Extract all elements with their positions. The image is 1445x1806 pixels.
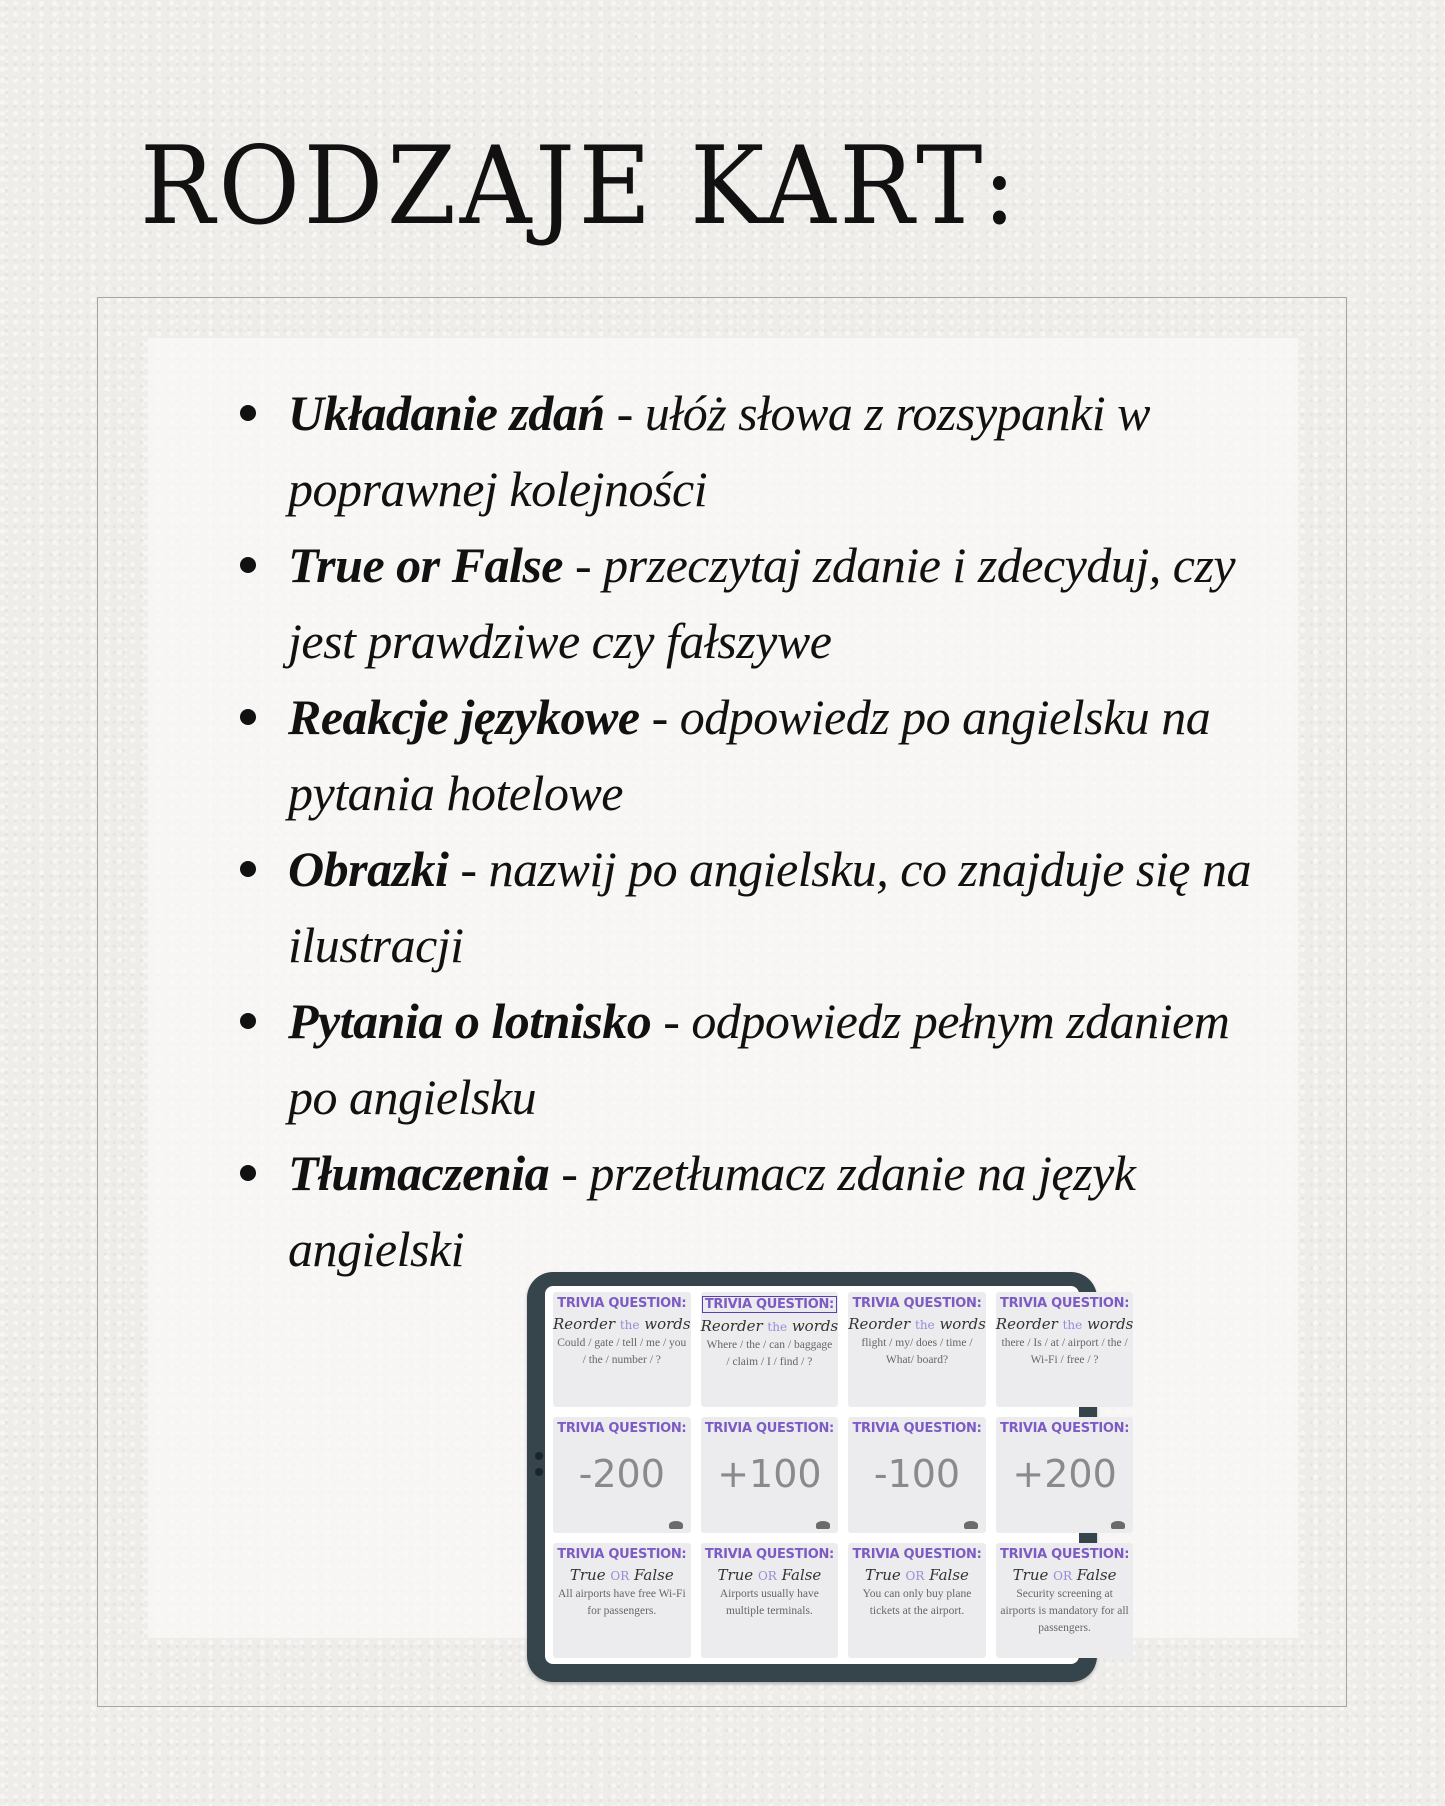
reorder-card[interactable] — [996, 1292, 1134, 1407]
list-item — [232, 375, 1272, 527]
true-false-card[interactable] — [553, 1543, 691, 1658]
bullet-icon — [240, 405, 256, 421]
item-description: - przeczytaj zdanie i zdecyduj, czy jest prawdziwe czy fałszywe — [288, 537, 1236, 669]
card-subtitle: Reorder the words — [553, 1315, 691, 1333]
card-subtitle: True OR False — [865, 1565, 969, 1584]
card-subtitle: True OR False — [1012, 1565, 1117, 1584]
card-header: TRIVIA QUESTION: — [704, 1546, 834, 1562]
true-false-card[interactable] — [848, 1543, 986, 1658]
list-item — [232, 983, 1272, 1135]
logo-icon — [669, 1521, 683, 1529]
camera-dot-icon — [535, 1468, 543, 1476]
points-card[interactable] — [701, 1417, 839, 1532]
card-body: Could / gate / tell / me / you / the / number / ? — [557, 1337, 687, 1366]
card-body: All airports have free Wi-Fi for passengers. — [557, 1587, 686, 1617]
card-subtitle: Reorder the words — [995, 1315, 1134, 1333]
card-header: TRIVIA QUESTION: — [852, 1546, 982, 1562]
card-header: TRIVIA QUESTION: — [557, 1546, 687, 1562]
logo-icon — [1111, 1521, 1125, 1529]
card-header: TRIVIA QUESTION: — [1000, 1546, 1130, 1562]
card-subtitle: True OR False — [717, 1565, 822, 1584]
card-header: TRIVIA QUESTION: — [852, 1421, 982, 1437]
item-term: True or False — [288, 537, 563, 593]
bullet-icon — [240, 1013, 256, 1029]
card-types-list — [232, 375, 1272, 1287]
card-header: TRIVIA QUESTION: — [704, 1421, 834, 1437]
card-body: You can only buy plane tickets at the airport. — [862, 1587, 972, 1617]
card-header: TRIVIA QUESTION: — [702, 1296, 837, 1313]
reorder-card[interactable] — [848, 1292, 986, 1407]
item-description: - przetłumacz zdanie na język angielski — [288, 1145, 1136, 1277]
card-subtitle: True OR False — [569, 1565, 674, 1584]
tablet-mockup — [527, 1272, 1134, 1682]
card-body: Security screening at airports is mandatory for all passengers. — [1000, 1587, 1129, 1634]
points-value: +100 — [717, 1452, 822, 1497]
points-card[interactable] — [996, 1417, 1134, 1532]
reorder-card[interactable] — [701, 1292, 839, 1407]
list-item — [232, 679, 1272, 831]
card-header: TRIVIA QUESTION: — [557, 1296, 687, 1311]
bullet-icon — [240, 861, 256, 877]
card-body: there / Is / at / airport / the / Wi-Fi / free / ? — [1001, 1337, 1128, 1366]
item-term: Obrazki — [288, 841, 449, 897]
card-header: TRIVIA QUESTION: — [852, 1296, 982, 1311]
item-description: - odpowiedz po angielsku na pytania hotelowe — [288, 689, 1211, 821]
bullet-icon — [240, 709, 256, 725]
item-term: Układanie zdań — [288, 385, 605, 441]
true-false-card[interactable] — [701, 1543, 839, 1658]
card-body: Airports usually have multiple terminals. — [719, 1587, 819, 1617]
camera-dot-icon — [535, 1452, 543, 1460]
bullet-icon — [240, 557, 256, 573]
bullet-icon — [240, 1165, 256, 1181]
page-title: RODZAJE KART: — [140, 124, 1020, 249]
points-value: -200 — [578, 1452, 665, 1497]
points-card[interactable] — [848, 1417, 986, 1532]
tablet-screen — [545, 1286, 1134, 1664]
list-item — [232, 1135, 1272, 1287]
card-header: TRIVIA QUESTION: — [1000, 1296, 1130, 1311]
item-term: Reakcje językowe — [288, 689, 640, 745]
item-description: - ułóż słowa z rozsypanki w poprawnej kolejności — [288, 385, 1150, 517]
item-term: Tłumaczenia — [288, 1145, 550, 1201]
list-item — [232, 831, 1272, 983]
card-header: TRIVIA QUESTION: — [557, 1421, 687, 1437]
card-body: flight / my/ does / time / What/ board? — [861, 1337, 973, 1366]
card-header: TRIVIA QUESTION: — [1000, 1421, 1130, 1437]
logo-icon — [816, 1521, 830, 1529]
card-subtitle: Reorder the words — [700, 1317, 839, 1335]
reorder-card[interactable] — [553, 1292, 691, 1407]
points-value: +200 — [1012, 1452, 1117, 1497]
card-subtitle: Reorder the words — [848, 1315, 986, 1333]
list-item — [232, 527, 1272, 679]
logo-icon — [964, 1521, 978, 1529]
card-body: Where / the / can / baggage / claim / I / find / ? — [706, 1339, 833, 1368]
points-card[interactable] — [553, 1417, 691, 1532]
item-term: Pytania o lotnisko — [288, 993, 652, 1049]
true-false-card[interactable] — [996, 1543, 1134, 1658]
item-description: - nazwij po angielsku, co znajduje się na ilustracji — [288, 841, 1251, 973]
points-value: -100 — [873, 1452, 961, 1497]
item-description: - odpowiedz pełnym zdaniem po angielsku — [288, 993, 1230, 1125]
